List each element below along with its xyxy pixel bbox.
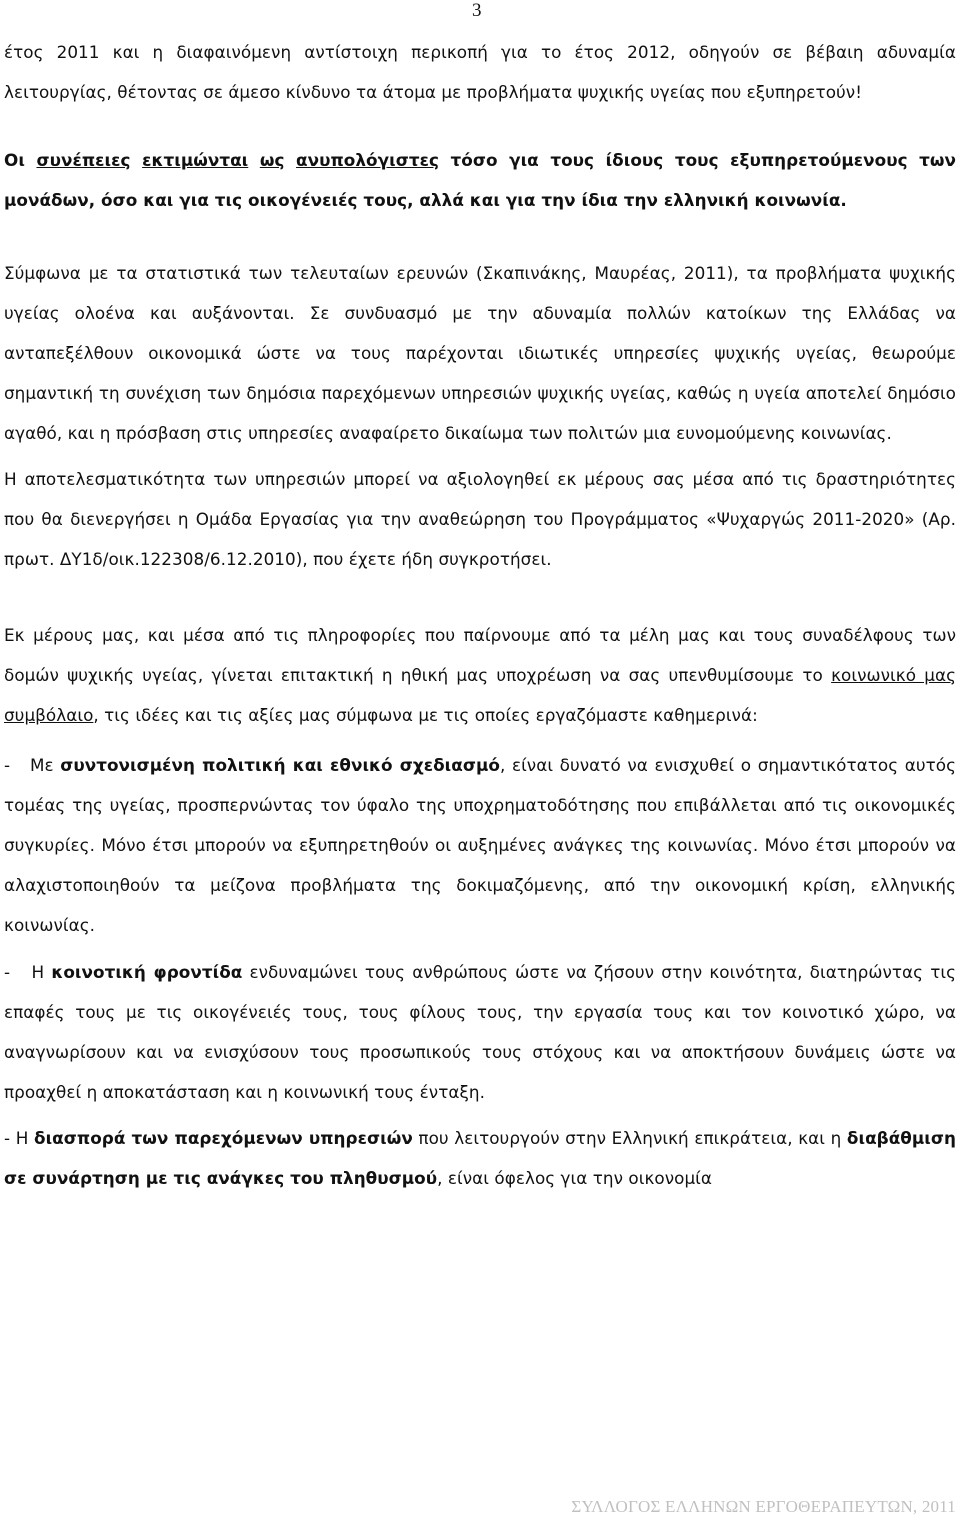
bullet-text: , είναι δυνατό να ενισχυθεί ο σημαντικότατος αυτός τομέας της υγείας, προσπερνώντας τον ύφαλο της υποχρηματοδότησης που επιβάλλεται από τις οικονομικές συγκυρίες. Μόνο έτσι μπορούν να εξυπηρετηθούν οι αυξημένες ανάγκες της κοινωνίας. Μόνο έτσι μπορούν να αλαχιστοποιηθούν τα μείζονα προβλήματα της δοκιμαζόμενης, από την οικονομική κρίση, ελληνικής κοινωνίας.	[4, 755, 956, 935]
bullet-bold-term: συντονισμένη πολιτική και εθνικό σχεδιασμό	[60, 755, 500, 775]
bullet-text: , είναι όφελος για την οικονομία	[437, 1168, 713, 1188]
bullet-bold-term: διασπορά των παρεχόμενων υπηρεσιών	[34, 1128, 413, 1148]
paragraph-social-contract	[4, 615, 956, 735]
consequences-underlined-word: ανυπολόγιστες	[296, 150, 439, 170]
footer-association-name: ΣΥΛΛΟΓΟΣ ΕΛΛΗΝΩΝ ΕΡΓΟΘΕΡΑΠΕΥΤΩΝ, 2011	[571, 1497, 956, 1516]
bullet-lead: - Η	[4, 962, 45, 982]
consequences-word: Οι	[4, 150, 25, 170]
bullet-lead: - Με	[4, 755, 54, 775]
bullet-community-care	[4, 952, 956, 1112]
bullet-text: που λειτουργούν στην Ελληνική επικράτεια, και η	[418, 1128, 842, 1148]
bullet-service-distribution	[4, 1118, 956, 1198]
document-body	[4, 26, 956, 1198]
consequences-underlined-word: εκτιμώνται	[142, 150, 249, 170]
paragraph-consequences	[4, 140, 956, 220]
consequences-rest: τόσο για τους ίδιους τους εξυπηρετούμενους των μονάδων, όσο και για τις οικογένειές τους, αλλά και για την ίδια την ελληνική κοινωνία.	[4, 150, 956, 210]
consequences-underlined-word: ως	[259, 150, 285, 170]
consequences-underlined-word: συνέπειες	[36, 150, 131, 170]
bullet-bold-term: κοινοτική φροντίδα	[51, 962, 243, 982]
paragraph-statistics: Σύμφωνα με τα στατιστικά των τελευταίων ερευνών (Σκαπινάκης, Μαυρέας, 2011), τα προβλήματα ψυχικής υγείας ολοένα και αυξάνονται. Σε συνδυασμό με την αδυναμία πολλών κατοίκων της Ελλάδας να ανταπεξέλθουν οικονομικά ώστε να τους παρέχονται ιδιωτικές υπηρεσίες ψυχικής υγείας, θεωρούμε σημαντική τη συνέχιση των δημόσια παρεχόμενων υπηρεσιών ψυχικής υγείας, καθώς η υγεία αποτελεί δημόσιο αγαθό, και η πρόσβαση στις υπηρεσίες αναφαίρετο δικαίωμα των πολιτών μια ευνομούμενης κοινωνίας.	[4, 263, 956, 443]
bullet-lead: - Η	[4, 1128, 29, 1148]
paragraph-effectiveness: Η αποτελεσματικότητα των υπηρεσιών μπορεί να αξιολογηθεί εκ μέρους σας μέσα από τις δραστηριότητες που θα διενεργήσει η Ομάδα Εργασίας για την αναθεώρηση του Προγράμματος «Ψυχαργώς 2011-2020» (Αρ. πρωτ. ΔΥ1δ/οικ.122308/6.12.2010), που έχετε ήδη συγκροτήσει.	[4, 469, 956, 569]
social-contract-underlined: κοινωνικό μας συμβόλαιο	[4, 665, 956, 725]
bullet-bold-term: διαβάθμιση σε συνάρτηση με τις ανάγκες του πληθυσμού	[4, 1128, 956, 1188]
bullet-coordinated-policy	[4, 745, 956, 945]
paragraph-funding-cuts: έτος 2011 και η διαφαινόμενη αντίστοιχη περικοπή για το έτος 2012, οδηγούν σε βέβαιη αδυναμία λειτουργίας, θέτοντας σε άμεσο κίνδυνο τα άτομα με προβλήματα ψυχικής υγείας που εξυπηρετούν!	[4, 42, 956, 102]
social-contract-intro: Εκ μέρους μας, και μέσα από τις πληροφορίες που παίρνουμε από τα μέλη μας και τους συναδέλφους των δομών ψυχικής υγείας, γίνεται επιτακτική η ηθική μας υποχρέωση να σας υπενθυμίσουμε το	[4, 625, 956, 685]
social-contract-rest: , τις ιδέες και τις αξίες μας σύμφωνα με τις οποίες εργαζόμαστε καθημερινά:	[93, 705, 758, 725]
page-number: 3	[472, 0, 482, 21]
bullet-text: ενδυναμώνει τους ανθρώπους ώστε να ζήσουν στην κοινότητα, διατηρώντας τις επαφές τους με τις οικογένειές τους, τους φίλους τους, την εργασία τους και τον κοινοτικό χώρο, να αναγνωρίσουν και να ενισχύσουν τους προσωπικούς τους στόχους και να αποκτήσουν δυνάμεις ώστε να προαχθεί η αποκατάσταση και η κοινωνική τους ένταξη.	[4, 962, 956, 1102]
